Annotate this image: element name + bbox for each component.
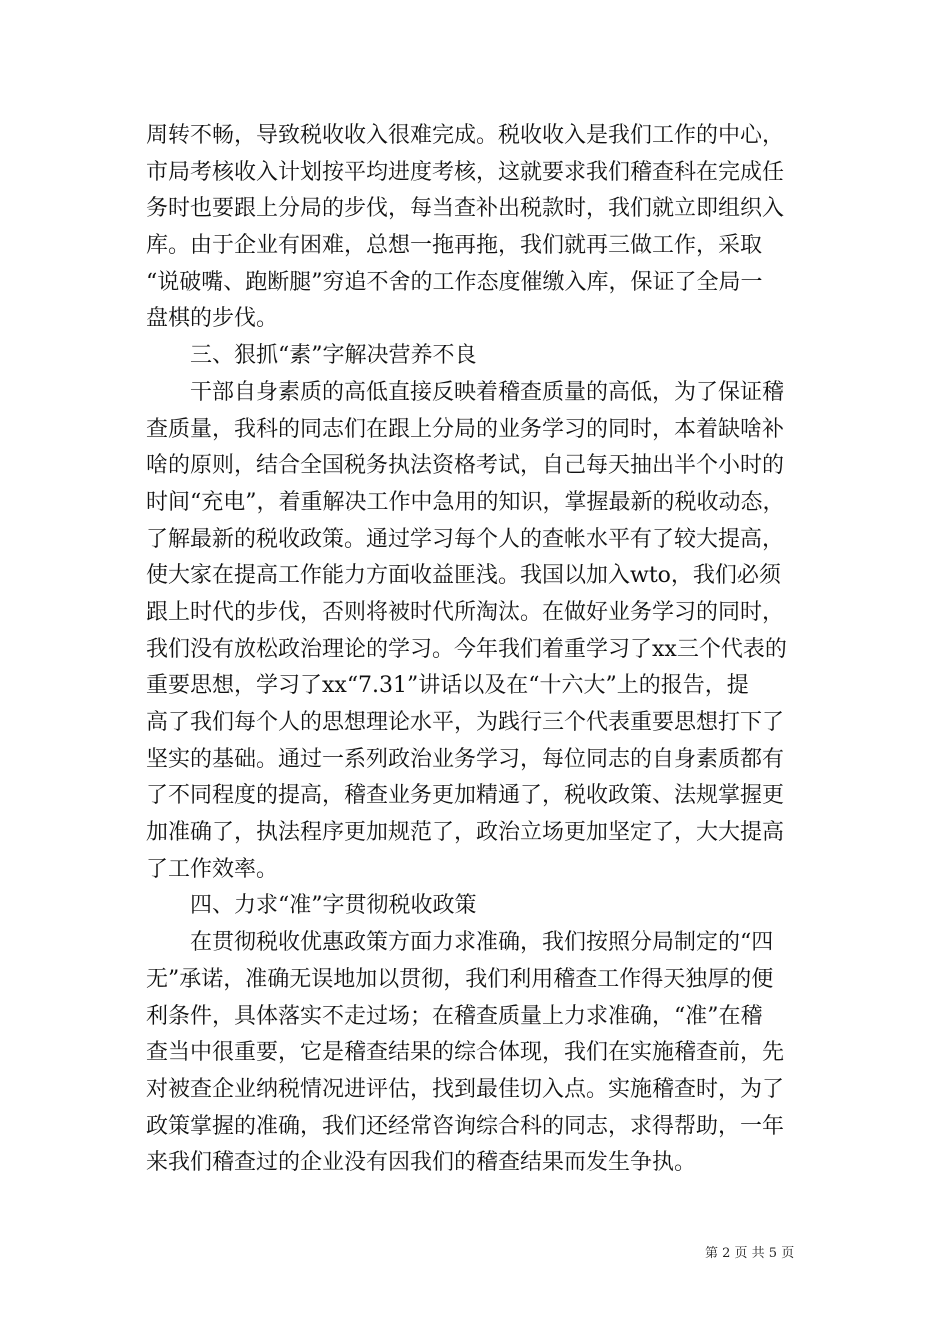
- paragraph-line: 库。由于企业有困难，总想一拖再拖，我们就再三做工作，采取: [146, 233, 763, 259]
- paragraph-line: 查当中很重要，它是稽查结果的综合体现，我们在实施稽查前，先: [146, 1040, 785, 1066]
- paragraph-line: 高了我们每个人的思想理论水平，为践行三个代表重要思想打下了: [146, 710, 785, 735]
- paragraph-line: 查质量，我科的同志们在跟上分局的业务学习的同时，本着缺啥补: [146, 416, 785, 442]
- document-body: [146, 118, 818, 1182]
- paragraph-line: 周转不畅，导致税收收入很难完成。税收收入是我们工作的中心，: [146, 123, 785, 148]
- paragraph-line: 了不同程度的提高，稽查业务更加精通了，税收政策、法规掌握更: [146, 783, 785, 809]
- paragraph-line: 时间“充电”，着重解决工作中急用的知识，掌握最新的税收动态，: [146, 489, 785, 515]
- paragraph-line: 对被查企业纳税情况进评估，找到最佳切入点。实施稽查时，为了: [146, 1076, 785, 1102]
- paragraph-line: 在贯彻税收优惠政策方面力求准确，我们按照分局制定的“四: [190, 930, 774, 956]
- paragraph-line: 来我们稽查过的企业没有因我们的稽查结果而发生争执。: [146, 1150, 697, 1176]
- page-number: 第 2 页 共 5 页: [705, 1246, 795, 1261]
- section-heading: 三、狠抓“素”字解决营养不良: [190, 343, 477, 369]
- paragraph-line: 政策掌握的准确，我们还经常咨询综合科的同志，求得帮助，一年: [146, 1113, 785, 1139]
- paragraph-line: 无”承诺，准确无误地加以贯彻，我们利用稽查工作得天独厚的便: [146, 966, 774, 992]
- paragraph-line: 使大家在提高工作能力方面收益匪浅。我国以加入wto，我们必须: [146, 563, 781, 589]
- paragraph-line: 重要思想，学习了xx“7.31”讲话以及在“十六大”上的报告，提: [146, 673, 749, 699]
- paragraph-line: 我们没有放松政治理论的学习。今年我们着重学习了xx三个代表的: [146, 636, 787, 662]
- paragraph-line: 利条件，具体落实不走过场；在稽查质量上力求准确，“准”在稽: [146, 1003, 763, 1029]
- paragraph-line: 了工作效率。: [146, 856, 279, 882]
- paragraph-line: 务时也要跟上分局的步伐，每当查补出税款时，我们就立即组织入: [146, 196, 785, 222]
- paragraph-line: 加准确了，执法程序更加规范了，政治立场更加坚定了，大大提高: [146, 820, 785, 846]
- section-heading: 四、力求“准”字贯彻税收政策: [190, 893, 477, 919]
- paragraph-line: 市局考核收入计划按平均进度考核，这就要求我们稽查科在完成任: [146, 159, 785, 185]
- paragraph-line: 啥的原则，结合全国税务执法资格考试，自己每天抽出半个小时的: [146, 453, 785, 479]
- paragraph-line: “说破嘴、跑断腿”穷追不舍的工作态度催缴入库，保证了全局一: [146, 269, 763, 295]
- paragraph-line: 盘棋的步伐。: [146, 306, 279, 332]
- paragraph-line: 了解最新的税收政策。通过学习每个人的查帐水平有了较大提高，: [146, 526, 785, 552]
- paragraph-line: 跟上时代的步伐，否则将被时代所淘汰。在做好业务学习的同时，: [146, 599, 785, 625]
- paragraph-line: 坚实的基础。通过一系列政治业务学习，每位同志的自身素质都有: [146, 746, 785, 772]
- paragraph-line: 干部自身素质的高低直接反映着稽查质量的高低，为了保证稽: [190, 379, 785, 405]
